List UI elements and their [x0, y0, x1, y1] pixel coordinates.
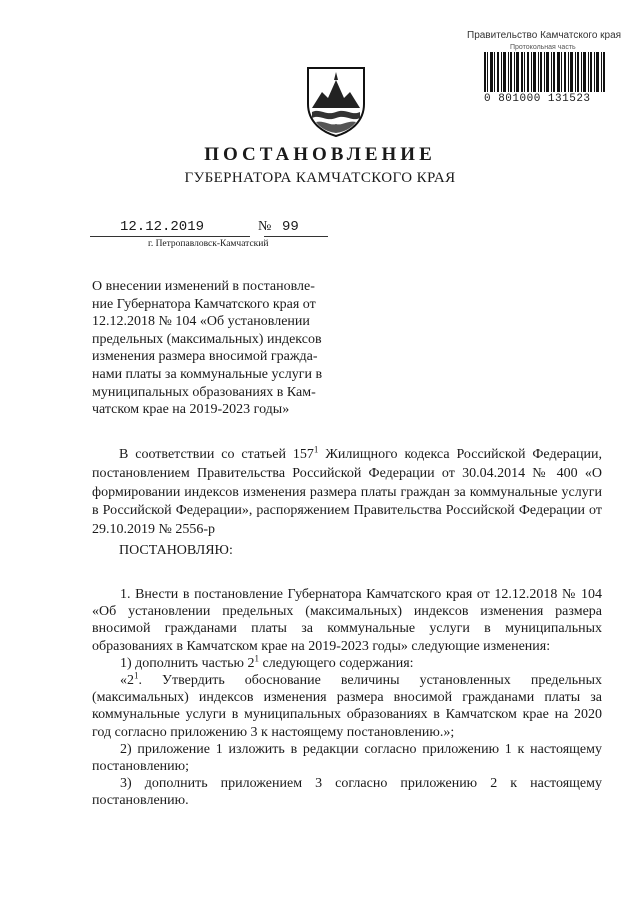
item-1-1 — [92, 655, 602, 672]
document-subject — [92, 278, 354, 419]
document-date: 12.12.2019 — [120, 219, 205, 235]
barcode-number: 0 801000 131523 — [484, 93, 591, 105]
subject-line: 12.12.2018 № 104 «Об установлении — [92, 314, 310, 330]
subject-line: нами платы за коммунальные услуги в — [92, 366, 323, 382]
document-city: г. Петропавловск-Камчатский — [148, 239, 269, 249]
item-text: 1) дополнить частью 2 — [120, 655, 255, 671]
item-superscript: 1 — [134, 670, 139, 681]
document-subtitle: ГУБЕРНАТОРА КАМЧАТСКОГО КРАЯ — [184, 170, 456, 186]
subject-line: предельных (максимальных) индексов — [92, 331, 322, 347]
document-number-label: № — [258, 219, 272, 234]
registration-stamp-org: Правительство Камчатского края — [467, 30, 622, 41]
operative-section — [92, 586, 602, 810]
item-quote — [92, 672, 602, 741]
item-text-continued: следующего содержания: — [259, 655, 414, 671]
subject-line: О внесении изменений в постановле- — [92, 279, 315, 294]
item-1-3: 3) дополнить приложением 3 согласно приложению 2 к настоящему постановлению. — [92, 776, 602, 809]
document-title: ПОСТАНОВЛЕНИЕ — [204, 144, 436, 165]
item-1: 1. Внести в постановление Губернатора Камчатского края от 12.12.2018 № 104 «Об установлении предельных (максимальных) индексов изменения размера вносимой гражданами платы за коммунальные услуги в муниципальных образованиях в Камчатском крае на 2019-2023 годы» следующие изменения: — [92, 587, 602, 654]
legal-basis-paragraph — [92, 446, 602, 540]
item-text-continued: . Утвердить обоснование величины установленных предельных (максимальных) индексов изменения размера вносимой гражданами платы за коммунальные услуги в муниципальных образованиях в Камчатском крае на 2020 год согласно приложению 3 к настоящему постановлению.»; — [92, 673, 602, 740]
decree-word: ПОСТАНОВЛЯЮ: — [119, 543, 233, 558]
subject-line: ние Губернатора Камчатского края от — [92, 296, 316, 312]
subject-line: чатском крае на 2019-2023 годы» — [92, 402, 290, 418]
subject-line: изменения размера вносимой гражда- — [92, 349, 318, 365]
date-underline — [90, 236, 250, 237]
basis-text-continued: Жилищного кодекса Российской Федерации, постановлением Правительства Российской Федерации от 30.04.2014 № 400 «О формировании индексов изменения размера платы граждан за коммунальные услуги в Российской Федерации», распоряжением Правительства Российской Федерации от 29.10.2019 № 2556-р — [92, 447, 602, 538]
document-number: 99 — [282, 219, 299, 235]
basis-superscript: 1 — [313, 444, 319, 455]
coat-of-arms-emblem — [306, 66, 366, 138]
item-superscript: 1 — [254, 653, 259, 664]
barcode-image — [484, 52, 606, 92]
subject-line: муниципальных образованиях в Кам- — [92, 384, 316, 400]
number-underline — [264, 236, 328, 237]
registration-stamp-sub: Протокольная часть — [510, 44, 576, 51]
item-1-2: 2) приложение 1 изложить в редакции согласно приложению 1 к настоящему постановлению; — [92, 741, 602, 775]
basis-text: В соответствии со статьей 157 — [119, 447, 314, 462]
item-text: «2 — [120, 673, 134, 689]
